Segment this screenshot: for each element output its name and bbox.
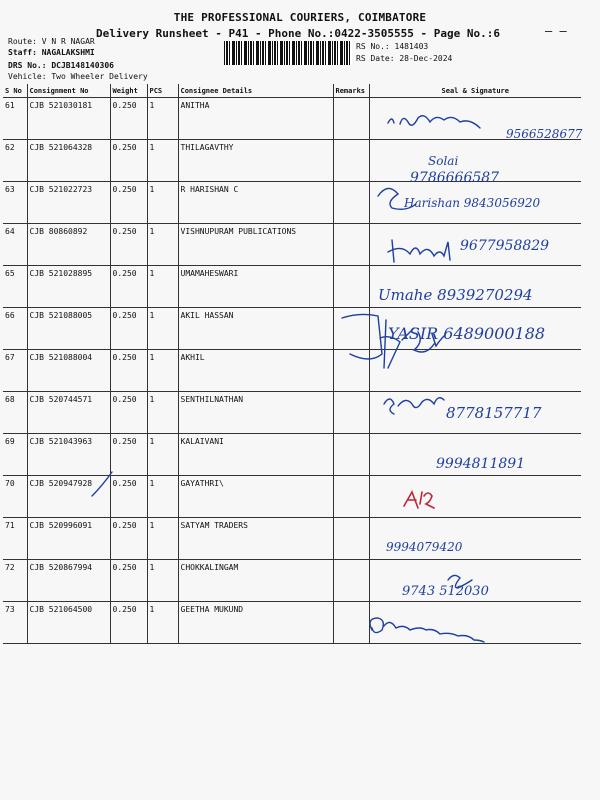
cell-consignee: AKHIL	[178, 350, 333, 392]
cell-sno: 65	[3, 266, 27, 308]
handwritten-name-phone-63: Harishan 9843056920	[404, 196, 541, 210]
cell-remarks	[333, 434, 369, 476]
cell-consignment: CJB 520744571	[27, 392, 110, 434]
handwritten-phone-69: 9994811891	[436, 456, 526, 472]
cell-consignment: CJB 521064328	[27, 140, 110, 182]
table-row	[3, 476, 581, 518]
col-remarks: Remarks	[333, 84, 369, 98]
company-title: THE PROFESSIONAL COURIERS, COIMBATORE	[173, 11, 427, 24]
cell-consignment: CJB 520947928	[27, 476, 110, 518]
col-weight: Weight	[110, 84, 147, 98]
cell-sno: 69	[3, 434, 27, 476]
cell-signature	[369, 602, 581, 644]
col-pcs: PCS	[147, 84, 178, 98]
cell-remarks	[333, 266, 369, 308]
table-row	[3, 98, 581, 140]
cell-pcs: 1	[147, 308, 178, 350]
cell-remarks	[333, 182, 369, 224]
cell-sno: 71	[3, 518, 27, 560]
handwritten-phone-68: 8778157717	[446, 404, 542, 422]
cell-pcs: 1	[147, 518, 178, 560]
handwritten-phone-61: 9566528677	[506, 127, 583, 141]
staff-label: Staff: NAGALAKSHMI	[8, 48, 95, 57]
cell-pcs: 1	[147, 98, 178, 140]
cell-sno: 68	[3, 392, 27, 434]
table-row	[3, 560, 581, 602]
cell-weight: 0.250	[110, 602, 147, 644]
cell-pcs: 1	[147, 140, 178, 182]
cell-consignment: CJB 520867994	[27, 560, 110, 602]
cell-sno: 61	[3, 98, 27, 140]
cell-signature	[369, 350, 581, 392]
cell-signature	[369, 476, 581, 518]
table-row	[3, 350, 581, 392]
table-header-row	[3, 84, 581, 98]
cell-sno: 63	[3, 182, 27, 224]
handwritten-phone-72: 9743 512030	[402, 584, 489, 599]
cell-sno: 66	[3, 308, 27, 350]
cell-remarks	[333, 140, 369, 182]
col-signature: Seal & Signature	[369, 84, 581, 98]
cell-weight: 0.250	[110, 266, 147, 308]
cell-consignment: CJB 521030181	[27, 98, 110, 140]
runsheet-subtitle: Delivery Runsheet - P41 - Phone No.:0422-3505555 - Page No.:6	[96, 27, 500, 40]
cell-weight: 0.250	[110, 518, 147, 560]
cell-weight: 0.250	[110, 224, 147, 266]
cell-remarks	[333, 350, 369, 392]
cell-consignment: CJB 520996091	[27, 518, 110, 560]
cell-weight: 0.250	[110, 140, 147, 182]
cell-pcs: 1	[147, 224, 178, 266]
cell-pcs: 1	[147, 560, 178, 602]
route-label: Route: V N R NAGAR	[8, 37, 95, 46]
cell-consignee: UMAMAHESWARI	[178, 266, 333, 308]
cell-pcs: 1	[147, 602, 178, 644]
cell-weight: 0.250	[110, 98, 147, 140]
handwritten-phone-71: 9994079420	[386, 540, 463, 554]
cell-consignment: CJB 521064500	[27, 602, 110, 644]
table-row	[3, 602, 581, 644]
cell-consignment: CJB 521022723	[27, 182, 110, 224]
corner-mark: – –	[545, 24, 567, 38]
col-sno: S No	[3, 84, 27, 98]
cell-consignee: GEETHA MUKUND	[178, 602, 333, 644]
cell-sno: 67	[3, 350, 27, 392]
cell-weight: 0.250	[110, 392, 147, 434]
handwritten-phone-62: 9786666587	[410, 170, 500, 186]
cell-weight: 0.250	[110, 182, 147, 224]
cell-consignee: SATYAM TRADERS	[178, 518, 333, 560]
handwritten-phone-64: 9677958829	[460, 238, 550, 254]
cell-sno: 64	[3, 224, 27, 266]
cell-weight: 0.250	[110, 560, 147, 602]
cell-weight: 0.250	[110, 308, 147, 350]
cell-consignee: ANITHA	[178, 98, 333, 140]
cell-consignment: CJB 521088005	[27, 308, 110, 350]
cell-remarks	[333, 392, 369, 434]
cell-consignee: R HARISHAN C	[178, 182, 333, 224]
cell-consignee: AKIL HASSAN	[178, 308, 333, 350]
cell-remarks	[333, 560, 369, 602]
vehicle-label: Vehicle: Two Wheeler Delivery	[8, 72, 148, 81]
cell-pcs: 1	[147, 476, 178, 518]
handwritten-name-62: Solai	[428, 154, 459, 168]
cell-remarks	[333, 602, 369, 644]
cell-consignment: CJB 521088004	[27, 350, 110, 392]
barcode	[224, 41, 352, 65]
cell-remarks	[333, 518, 369, 560]
col-consignment: Consignment No	[27, 84, 110, 98]
cell-pcs: 1	[147, 350, 178, 392]
cell-sno: 62	[3, 140, 27, 182]
cell-pcs: 1	[147, 266, 178, 308]
rs-date: RS Date: 28-Dec-2024	[356, 54, 453, 63]
cell-pcs: 1	[147, 434, 178, 476]
cell-weight: 0.250	[110, 476, 147, 518]
cell-remarks	[333, 476, 369, 518]
col-consignee: Consignee Details	[178, 84, 333, 98]
rs-number: RS No.: 1481403	[356, 42, 429, 51]
cell-consignee: GAYATHRI\	[178, 476, 333, 518]
cell-consignee: THILAGAVTHY	[178, 140, 333, 182]
cell-weight: 0.250	[110, 350, 147, 392]
cell-pcs: 1	[147, 182, 178, 224]
cell-remarks	[333, 308, 369, 350]
cell-sno: 73	[3, 602, 27, 644]
cell-remarks	[333, 98, 369, 140]
drs-label: DRS No.: DCJB148140306	[8, 61, 114, 70]
cell-consignment: CJB 521028895	[27, 266, 110, 308]
cell-consignment: CJB 521043963	[27, 434, 110, 476]
cell-consignee: KALAIVANI	[178, 434, 333, 476]
cell-consignment: CJB 80860892	[27, 224, 110, 266]
handwritten-name-phone-65: Umahe 8939270294	[378, 286, 533, 304]
cell-consignee: CHOKKALINGAM	[178, 560, 333, 602]
cell-consignee: VISHNUPURAM PUBLICATIONS	[178, 224, 333, 266]
cell-sno: 70	[3, 476, 27, 518]
cell-remarks	[333, 224, 369, 266]
runsheet-table	[3, 84, 581, 644]
cell-consignee: SENTHILNATHAN	[178, 392, 333, 434]
handwritten-name-phone-66: YASIR 6489000188	[388, 324, 546, 343]
table-row	[3, 518, 581, 560]
cell-sno: 72	[3, 560, 27, 602]
cell-pcs: 1	[147, 392, 178, 434]
cell-weight: 0.250	[110, 434, 147, 476]
